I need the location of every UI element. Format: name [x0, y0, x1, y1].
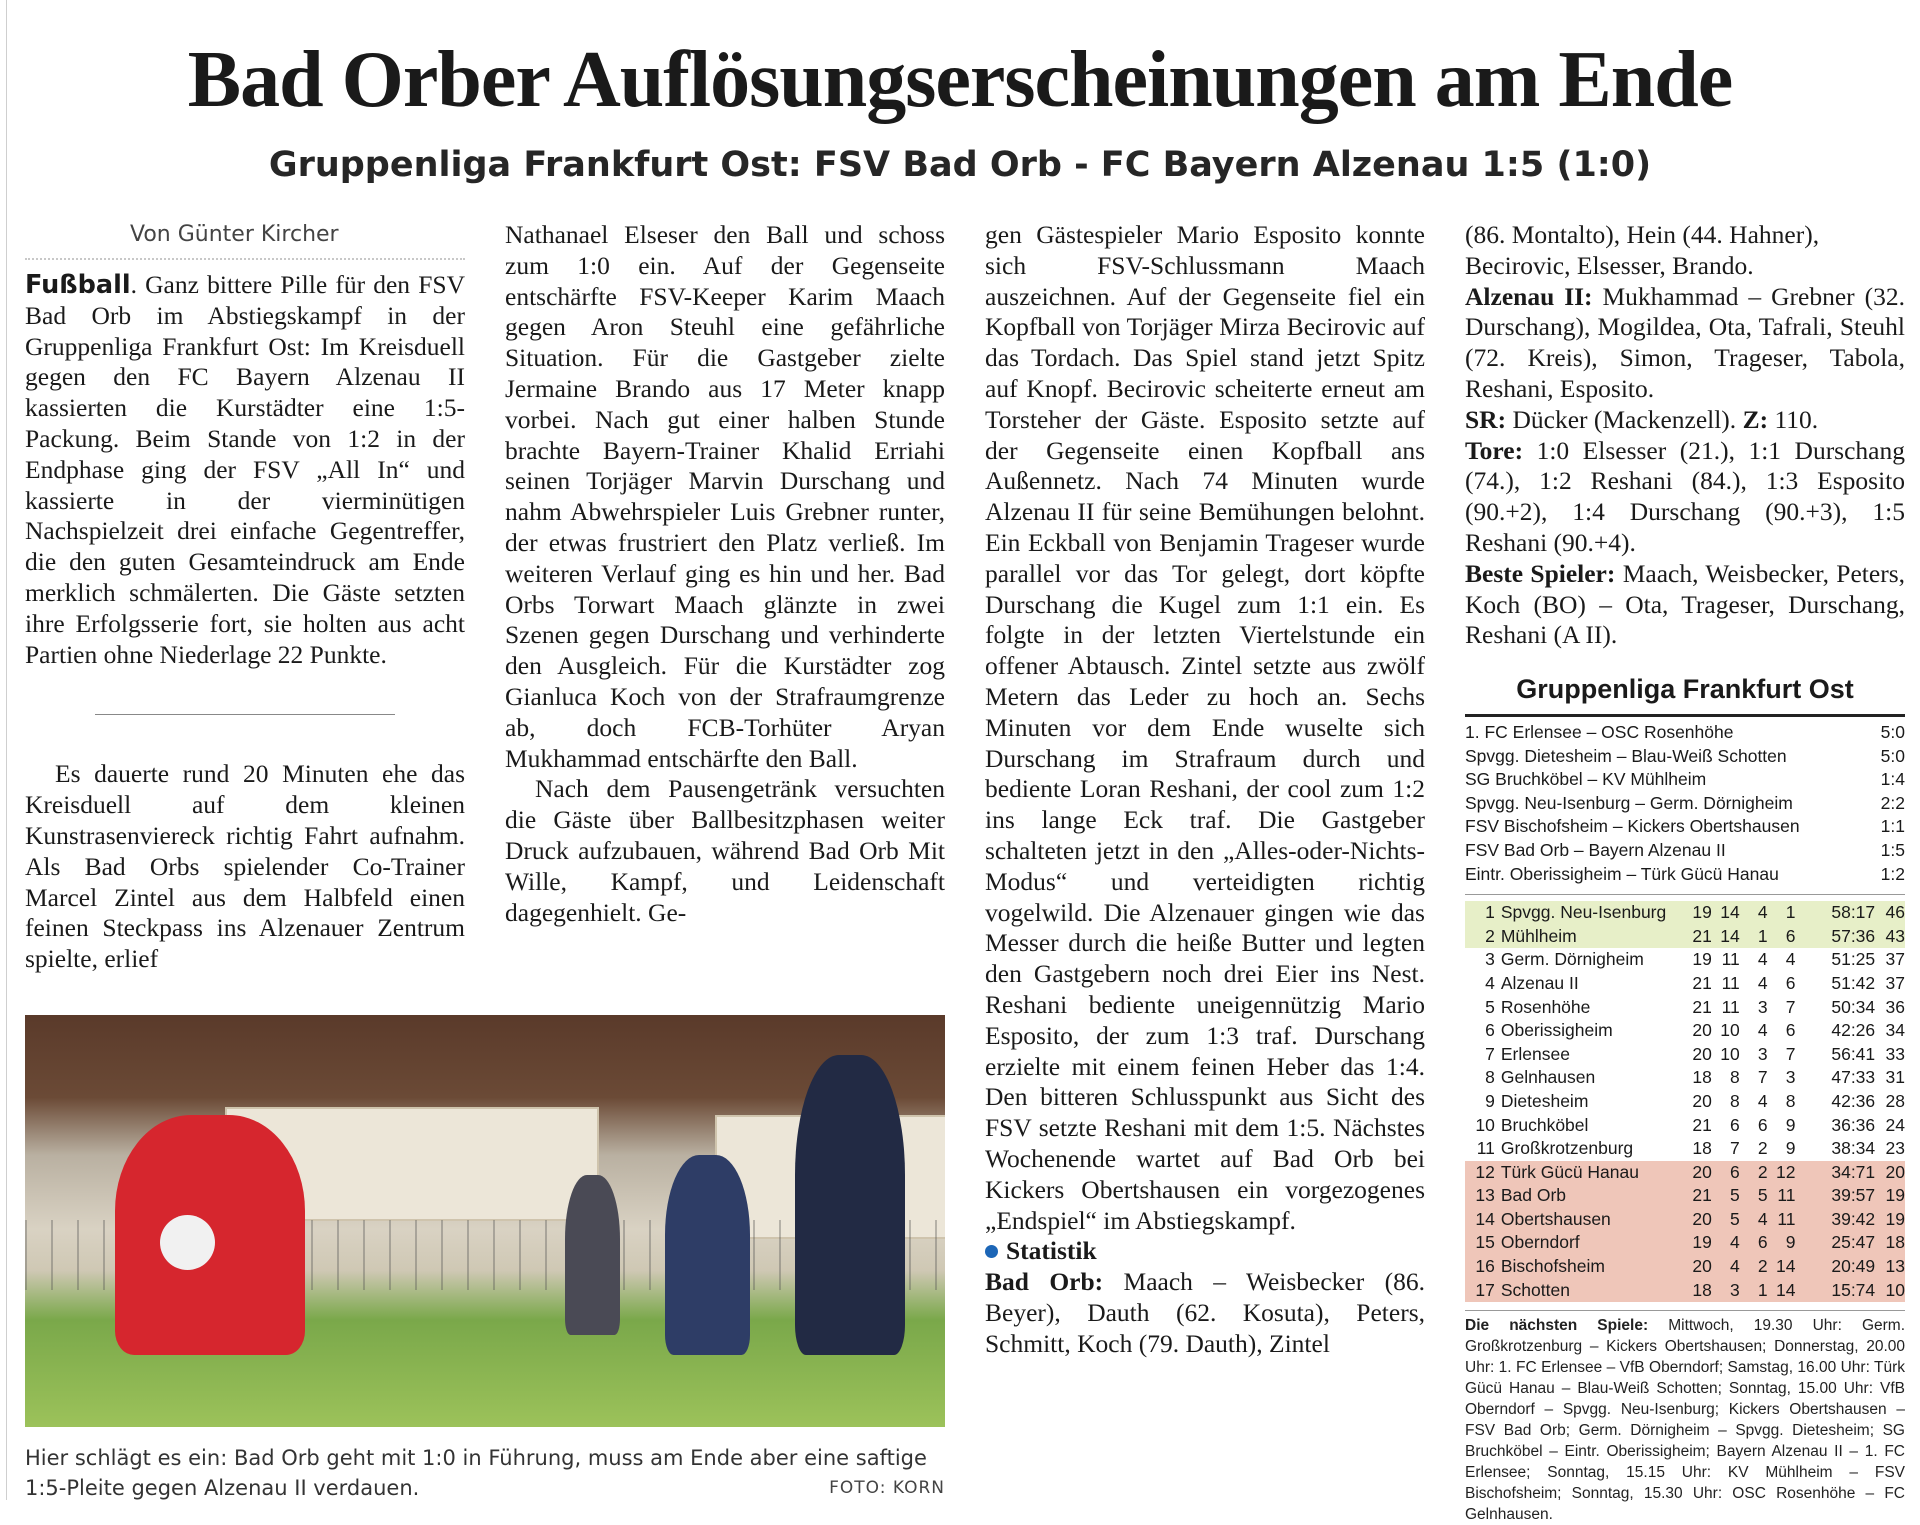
bullet-dot-icon: [985, 1245, 998, 1258]
standings-goals: 39:57: [1831, 1185, 1876, 1206]
photo-caption: Hier schlägt es ein: Bad Orb geht mit 1:0 in Führung, muss am Ende aber eine saftige 1:5-Pleite gegen Alzenau II verdauen. FOTO: KORN: [25, 1443, 945, 1503]
standings-wins: 8: [1730, 1067, 1740, 1088]
standings-row: [1465, 1231, 1905, 1255]
standings-played: 20: [1692, 1020, 1712, 1041]
result-match: Eintr. Oberissigheim – Türk Gücü Hanau: [1465, 863, 1779, 884]
photo-credit: FOTO: KORN: [829, 1478, 945, 1498]
standings-losses: 4: [1785, 949, 1796, 970]
standings-goals: 51:42: [1831, 972, 1876, 993]
standings-played: 21: [1692, 925, 1712, 946]
standings-draws: 4: [1757, 902, 1768, 923]
section-divider: [95, 714, 395, 715]
standings-goals: 15:74: [1831, 1279, 1876, 1300]
standings-wins: 3: [1730, 1279, 1740, 1300]
standings-team: Rosenhöhe: [1500, 996, 1591, 1017]
standings-losses: 6: [1785, 972, 1796, 993]
standings-team: Obertshausen: [1500, 1208, 1611, 1229]
standings-losses: 14: [1776, 1256, 1796, 1277]
standings-losses: 11: [1777, 1208, 1796, 1229]
standings-goals: 58:17: [1831, 902, 1876, 923]
standings-goals: 39:42: [1831, 1208, 1876, 1229]
alzenau-lineup: Alzenau II: Mukhammad – Grebner (32. Durschang), Mogildea, Ota, Tafrali, Steuhl (72. Kreis), Simon, Trageser, Tabola, Reshani, Esposito.: [1465, 281, 1905, 403]
result-row: [1465, 721, 1905, 745]
standings-rank: 2: [1485, 925, 1495, 946]
standings-draws: 4: [1757, 1208, 1768, 1229]
badorb-lineup: Bad Orb: Maach – Weisbecker (86. Beyer), Dauth (62. Kosuta), Peters, Schmitt, Koch (79. Dauth), Zintel: [985, 1267, 1425, 1358]
standings-team: Dietesheim: [1500, 1090, 1589, 1111]
standings-wins: 4: [1730, 1232, 1740, 1253]
standings-rank: 1: [1485, 902, 1495, 923]
article-paragraph: Nathanael Elseser den Ball und schoss zum 1:0 ein. Auf der Gegenseite entschärfte FSV-Keeper Karim Maach gegen Aron Steuhl eine gefährliche Situation. Für die Gastgeber zielte Jermaine Brando aus 17 Meter knapp vorbei. Nach gut einer halben Stunde brachte Bayern-Trainer Khalid Erriahi seinen Torjäger Marvin Durschang und nahm Abwehrspieler Luis Grebner runter, der etwas frustriert den Platz verließ. Im weiteren Verlauf ging es hin und her. Bad Orbs Torwart Maach glänzte in zwei Szenen gegen Durschang und verhinderte den Ausgleich. Für die Kurstädter zog Gianluca Koch von der Strafraumgrenze ab, doch FCB-Torhüter Aryan Mukhammad entschärfte den Ball.: [505, 220, 945, 773]
standings-played: 19: [1692, 949, 1712, 970]
standings-team: Gelnhausen: [1500, 1067, 1596, 1088]
standings-played: 20: [1692, 1208, 1712, 1229]
standings-played: 21: [1692, 1185, 1712, 1206]
standings-goals: 20:49: [1831, 1256, 1876, 1277]
standings-losses: 1: [1785, 902, 1796, 923]
result-row: [1465, 863, 1905, 887]
standings-goals: 51:25: [1831, 949, 1876, 970]
standings-rank: 16: [1475, 1256, 1495, 1277]
standings-wins: 11: [1721, 996, 1740, 1017]
lead-text: . Ganz bittere Pille für den FSV Bad Orb im Abstiegskampf in der Gruppenliga Frankfurt Ost: Im Kreisduell gegen den FC Bayern Alzenau II kassierten die Kurstädter eine 1:5-Packung. Beim Stande von 1:2 in der Endphase ging der FSV „All In“ und kassierte in der vierminütigen Nachspielzeit drei einfache Gegentreffer, die den guten Gesamteindruck am Ende merklich schmälerten. Die Gäste setzten ihre Erfolgsserie fort, sie holten aus acht Partien ohne Niederlage 22 Punkte.: [25, 270, 465, 669]
standings-row: [1465, 972, 1905, 996]
standings-goals: 56:41: [1831, 1043, 1876, 1064]
standings-played: 20: [1692, 1161, 1712, 1182]
standings-goals: 57:36: [1831, 925, 1876, 946]
standings-losses: 9: [1785, 1232, 1796, 1253]
standings-losses: 11: [1777, 1185, 1796, 1206]
standings-team: Türk Gücü Hanau: [1500, 1161, 1639, 1182]
standings-points: 20: [1885, 1161, 1906, 1182]
standings-wins: 4: [1730, 1256, 1740, 1277]
standings-wins: 5: [1730, 1185, 1740, 1206]
standings-team: Spvgg. Neu-Isenburg: [1500, 902, 1667, 923]
standings-points: 28: [1885, 1090, 1906, 1111]
standings-points: 19: [1885, 1185, 1906, 1206]
standings-losses: 7: [1785, 996, 1796, 1017]
standings-row: [1465, 1137, 1905, 1161]
standings-row: [1465, 996, 1905, 1020]
standings-losses: 9: [1785, 1114, 1796, 1135]
standings-row: [1465, 1043, 1905, 1067]
headline: Bad Orber Auflösungserscheinungen am Ende: [187, 36, 1733, 124]
page-left-rule: [6, 0, 7, 1500]
standings-losses: 6: [1785, 1020, 1796, 1041]
spectator: [565, 1175, 620, 1335]
standings-row: [1465, 1161, 1905, 1185]
standings-team: Oberissigheim: [1500, 1020, 1613, 1041]
article-column-4: [1465, 220, 1905, 651]
result-score: 1:4: [1880, 769, 1905, 790]
result-match: FSV Bad Orb – Bayern Alzenau II: [1465, 839, 1726, 860]
league-table-title: Gruppenliga Frankfurt Ost: [1465, 670, 1905, 717]
standings-points: 24: [1885, 1114, 1906, 1135]
results-list: [1465, 721, 1905, 895]
standings-list: [1465, 901, 1905, 1302]
result-score: 5:0: [1880, 745, 1905, 766]
standings-draws: 2: [1757, 1256, 1768, 1277]
article-paragraph: gen Gästespieler Mario Esposito konnte sich FSV-Schlussmann Maach auszeichnen. Auf der Gegenseite fiel ein Kopfball von Torjäger Mirza Becirovic auf das Tordach. Das Spiel stand jetzt Spitz auf Knopf. Becirovic scheiterte erneut am Torsteher der Gäste. Esposito setzte auf der Gegenseite einen Kopfball ans Außennetz. Nach 74 Minuten wurde Alzenau II für seine Bemühungen belohnt. Ein Eckball von Benjamin Trageser wurde parallel vor das Tor gelegt, dort köpfte Durschang die Kugel zum 1:1 ein. Es folgte in der letzten Viertelstunde ein offener Abtausch. Zintel setzte aus zwölf Metern das Leder zu hoch an. Sechs Minuten vor dem Ende wuselte sich Durschang im Strafraum durch und bediente Loran Reshani, der cool zum 1:2 ins lange Eck traf. Die Gastgeber schalteten jetzt in den „Alles-oder-Nichts-Modus“ und verteidigten richtig vogelwild. Die Alzenauer gingen wie das Messer durch die heiße Butter und legten den Gastgebern noch drei Eier ins Nest. Reshani bediente uneigennützig Mario Esposito, der zum 1:3 traf. Durschang erzielte mit einem feinen Heber das 1:4. Den bitteren Schlusspunkt aus Sicht des FSV setzte Reshani mit dem 1:5. Nächstes Wochenende wartet auf Bad Orb bei Kickers Obertshausen ein vorgezogenes „Endspiel“ im Abstiegskampf.: [985, 220, 1425, 1235]
standings-draws: 4: [1757, 949, 1768, 970]
standings-played: 18: [1692, 1138, 1712, 1159]
standings-rank: 17: [1475, 1279, 1495, 1300]
article-paragraph: Es dauerte rund 20 Minuten ehe das Kreisduell auf dem kleinen Kunstrasenviereck richtig Fahrt aufnahm. Als Bad Orbs spielender Co-Trainer Marcel Zintel aus dem Halbfeld einen feinen Steckpass ins Alzenauer Zentrum spielte, erlief: [25, 759, 465, 974]
standings-rank: 12: [1475, 1161, 1495, 1182]
ball: [160, 1215, 215, 1270]
standings-team: Oberndorf: [1500, 1232, 1580, 1253]
standings-draws: 6: [1757, 1232, 1768, 1253]
standings-losses: 9: [1785, 1138, 1796, 1159]
kicker: Fußball: [25, 270, 131, 300]
standings-losses: 14: [1776, 1279, 1796, 1300]
standings-team: Bruchköbel: [1500, 1114, 1589, 1135]
standings-team: Alzenau II: [1500, 972, 1579, 993]
standings-team: Bad Orb: [1500, 1185, 1567, 1206]
standings-goals: 25:47: [1831, 1232, 1876, 1253]
standings-goals: 36:36: [1831, 1114, 1876, 1135]
result-match: SG Bruchköbel – KV Mühlheim: [1465, 769, 1707, 790]
standings-row: [1465, 1114, 1905, 1138]
standings-points: 31: [1885, 1067, 1906, 1088]
result-match: Spvgg. Dietesheim – Blau-Weiß Schotten: [1465, 745, 1787, 766]
standings-row: [1465, 1279, 1905, 1303]
standings-losses: 7: [1785, 1043, 1796, 1064]
standings-played: 19: [1692, 1232, 1712, 1253]
standings-draws: 1: [1757, 1279, 1768, 1300]
standings-points: 37: [1885, 972, 1906, 993]
standings-points: 46: [1885, 902, 1906, 923]
article-column-1: [25, 220, 465, 975]
match-photo: [25, 1015, 945, 1427]
standings-team: Bischofsheim: [1500, 1256, 1605, 1277]
result-score: 1:5: [1880, 839, 1905, 860]
article-column-3: [985, 220, 1425, 1359]
standings-wins: 7: [1730, 1138, 1740, 1159]
standings-goals: 42:36: [1831, 1090, 1876, 1111]
league-table: [1465, 670, 1905, 1525]
referee-spectators: SR: Dücker (Mackenzell). Z: 110.: [1465, 404, 1819, 434]
result-row: [1465, 839, 1905, 863]
standings-losses: 8: [1785, 1090, 1796, 1111]
standings-wins: 11: [1721, 949, 1740, 970]
standings-wins: 14: [1720, 902, 1740, 923]
standings-row: [1465, 1184, 1905, 1208]
standings-rank: 10: [1475, 1114, 1495, 1135]
standings-draws: 1: [1757, 925, 1768, 946]
standings-row: [1465, 948, 1905, 972]
standings-draws: 6: [1757, 1114, 1768, 1135]
standings-draws: 3: [1757, 1043, 1768, 1064]
standings-goals: 42:26: [1831, 1020, 1876, 1041]
standings-played: 20: [1692, 1256, 1712, 1277]
standings-draws: 7: [1757, 1067, 1768, 1088]
standings-rank: 3: [1485, 949, 1495, 970]
standings-row: [1465, 1208, 1905, 1232]
result-score: 1:1: [1880, 816, 1905, 837]
result-row: [1465, 792, 1905, 816]
standings-losses: 6: [1785, 925, 1796, 946]
standings-row: [1465, 1255, 1905, 1279]
standings-points: 36: [1885, 996, 1906, 1017]
standings-draws: 5: [1757, 1185, 1768, 1206]
standings-played: 21: [1692, 996, 1712, 1017]
standings-row: [1465, 925, 1905, 949]
standings-rank: 7: [1485, 1043, 1495, 1064]
standings-row: [1465, 1066, 1905, 1090]
standings-draws: 4: [1757, 972, 1768, 993]
standings-points: 23: [1885, 1138, 1906, 1159]
standings-points: 19: [1885, 1208, 1906, 1229]
article-column-2: [505, 220, 945, 928]
standings-goals: 47:33: [1831, 1067, 1876, 1088]
standings-points: 34: [1885, 1020, 1906, 1041]
result-score: 5:0: [1880, 722, 1905, 742]
lead-paragraph: [25, 270, 465, 670]
standings-row: [1465, 1090, 1905, 1114]
standings-team: Germ. Dörnigheim: [1500, 949, 1644, 970]
standings-played: 21: [1692, 1114, 1712, 1135]
standings-team: Großkrotzenburg: [1500, 1138, 1634, 1159]
standings-wins: 10: [1720, 1043, 1740, 1064]
byline: Von Günter Kircher: [25, 220, 465, 260]
standings-played: 20: [1692, 1090, 1712, 1111]
standings-goals: 34:71: [1831, 1161, 1876, 1182]
result-score: 1:2: [1880, 863, 1905, 884]
next-fixtures: Die nächsten Spiele: Mittwoch, 19.30 Uhr: Germ. Großkrotzenburg – Kickers Obertshausen; Donnerstag, 20.00 Uhr: 1. FC Erlensee – VfB Oberndorf; Samstag, 16.00 Uhr: Türk Gücü Hanau – Blau-Weiß Schotten; Sonntag, 15.00 Uhr: VfB Oberndorf – Spvgg. Neu-Isenburg; Kickers Obertshausen – FSV Bad Orb; Germ. Dörnigheim – Spvgg. Dietesheim; SG Bruchköbel – Eintr. Oberissigheim; Bayern Alzenau II – 1. FC Erlensee; Sonntag, 15.15 Uhr: KV Mühlheim – FSV Bischofsheim; Sonntag, 15.30 Uhr: OSC Rosenhöhe – FC Gelnhausen.: [1465, 1310, 1905, 1525]
standings-rank: 13: [1475, 1185, 1495, 1206]
standings-draws: 3: [1757, 996, 1768, 1017]
standings-points: 37: [1885, 949, 1906, 970]
result-match: Spvgg. Neu-Isenburg – Germ. Dörnigheim: [1465, 792, 1793, 813]
standings-points: 43: [1885, 925, 1906, 946]
standings-points: 13: [1885, 1256, 1906, 1277]
best-players: Beste Spieler: Maach, Weisbecker, Peters, Koch (BO) – Ota, Trageser, Durschang, Reshani (A II).: [1465, 558, 1905, 650]
standings-played: 20: [1692, 1043, 1712, 1064]
standings-played: 19: [1692, 902, 1712, 923]
standings-team: Schotten: [1500, 1279, 1570, 1300]
article-paragraph: Nach dem Pausengetränk versuchten die Gäste über Ballbesitzphasen weiter Druck aufzubauen, während Bad Orb Mit Wille, Kampf, und Leidenschaft dagegenhielt. Ge-: [505, 774, 945, 927]
standings-goals: 50:34: [1831, 996, 1876, 1017]
result-row: [1465, 815, 1905, 839]
standings-goals: 38:34: [1831, 1138, 1876, 1159]
standings-wins: 11: [1721, 972, 1740, 993]
standings-played: 21: [1692, 972, 1712, 993]
standings-rank: 11: [1476, 1138, 1495, 1159]
standings-draws: 4: [1757, 1020, 1768, 1041]
statistics-heading: Statistik: [985, 1236, 1425, 1267]
badorb-lineup-continued: (86. Montalto), Hein (44. Hahner), Becirovic, Elsesser, Brando.: [1465, 220, 1820, 280]
standings-draws: 4: [1757, 1090, 1768, 1111]
standings-wins: 6: [1730, 1114, 1740, 1135]
standings-rank: 9: [1485, 1090, 1495, 1111]
result-match: 1. FC Erlensee – OSC Rosenhöhe: [1465, 722, 1734, 742]
standings-wins: 8: [1730, 1090, 1740, 1111]
standings-points: 10: [1885, 1279, 1906, 1300]
standings-row: [1465, 1019, 1905, 1043]
standings-row: [1465, 901, 1905, 925]
standings-rank: 6: [1485, 1020, 1495, 1041]
result-score: 2:2: [1880, 792, 1905, 813]
standings-rank: 5: [1485, 996, 1495, 1017]
standings-rank: 4: [1485, 972, 1495, 993]
standings-played: 18: [1692, 1067, 1712, 1088]
standings-points: 33: [1885, 1043, 1906, 1064]
result-row: [1465, 745, 1905, 769]
result-row: [1465, 768, 1905, 792]
standings-team: Mühlheim: [1500, 925, 1577, 946]
standings-wins: 10: [1720, 1020, 1740, 1041]
goals: Tore: 1:0 Elsesser (21.), 1:1 Durschang (74.), 1:2 Reshani (84.), 1:3 Esposito (90.+2), 1:4 Durschang (90.+3), 1:5 Reshani (90.+4).: [1465, 435, 1905, 557]
standings-wins: 5: [1730, 1208, 1740, 1229]
standings-losses: 3: [1785, 1067, 1796, 1088]
standings-wins: 14: [1720, 925, 1740, 946]
striker: [795, 1055, 905, 1355]
standings-points: 18: [1885, 1232, 1906, 1253]
standings-team: Erlensee: [1500, 1043, 1570, 1064]
standings-draws: 2: [1757, 1138, 1768, 1159]
standings-rank: 14: [1475, 1208, 1495, 1229]
result-match: FSV Bischofsheim – Kickers Obertshausen: [1465, 816, 1800, 837]
standings-wins: 6: [1730, 1161, 1740, 1182]
subheadline: Gruppenliga Frankfurt Ost: FSV Bad Orb - FC Bayern Alzenau 1:5 (1:0): [268, 145, 1652, 185]
spectator: [665, 1155, 750, 1355]
standings-played: 18: [1692, 1279, 1712, 1300]
standings-rank: 8: [1485, 1067, 1495, 1088]
standings-losses: 12: [1776, 1161, 1796, 1182]
standings-draws: 2: [1757, 1161, 1768, 1182]
standings-rank: 15: [1475, 1232, 1495, 1253]
